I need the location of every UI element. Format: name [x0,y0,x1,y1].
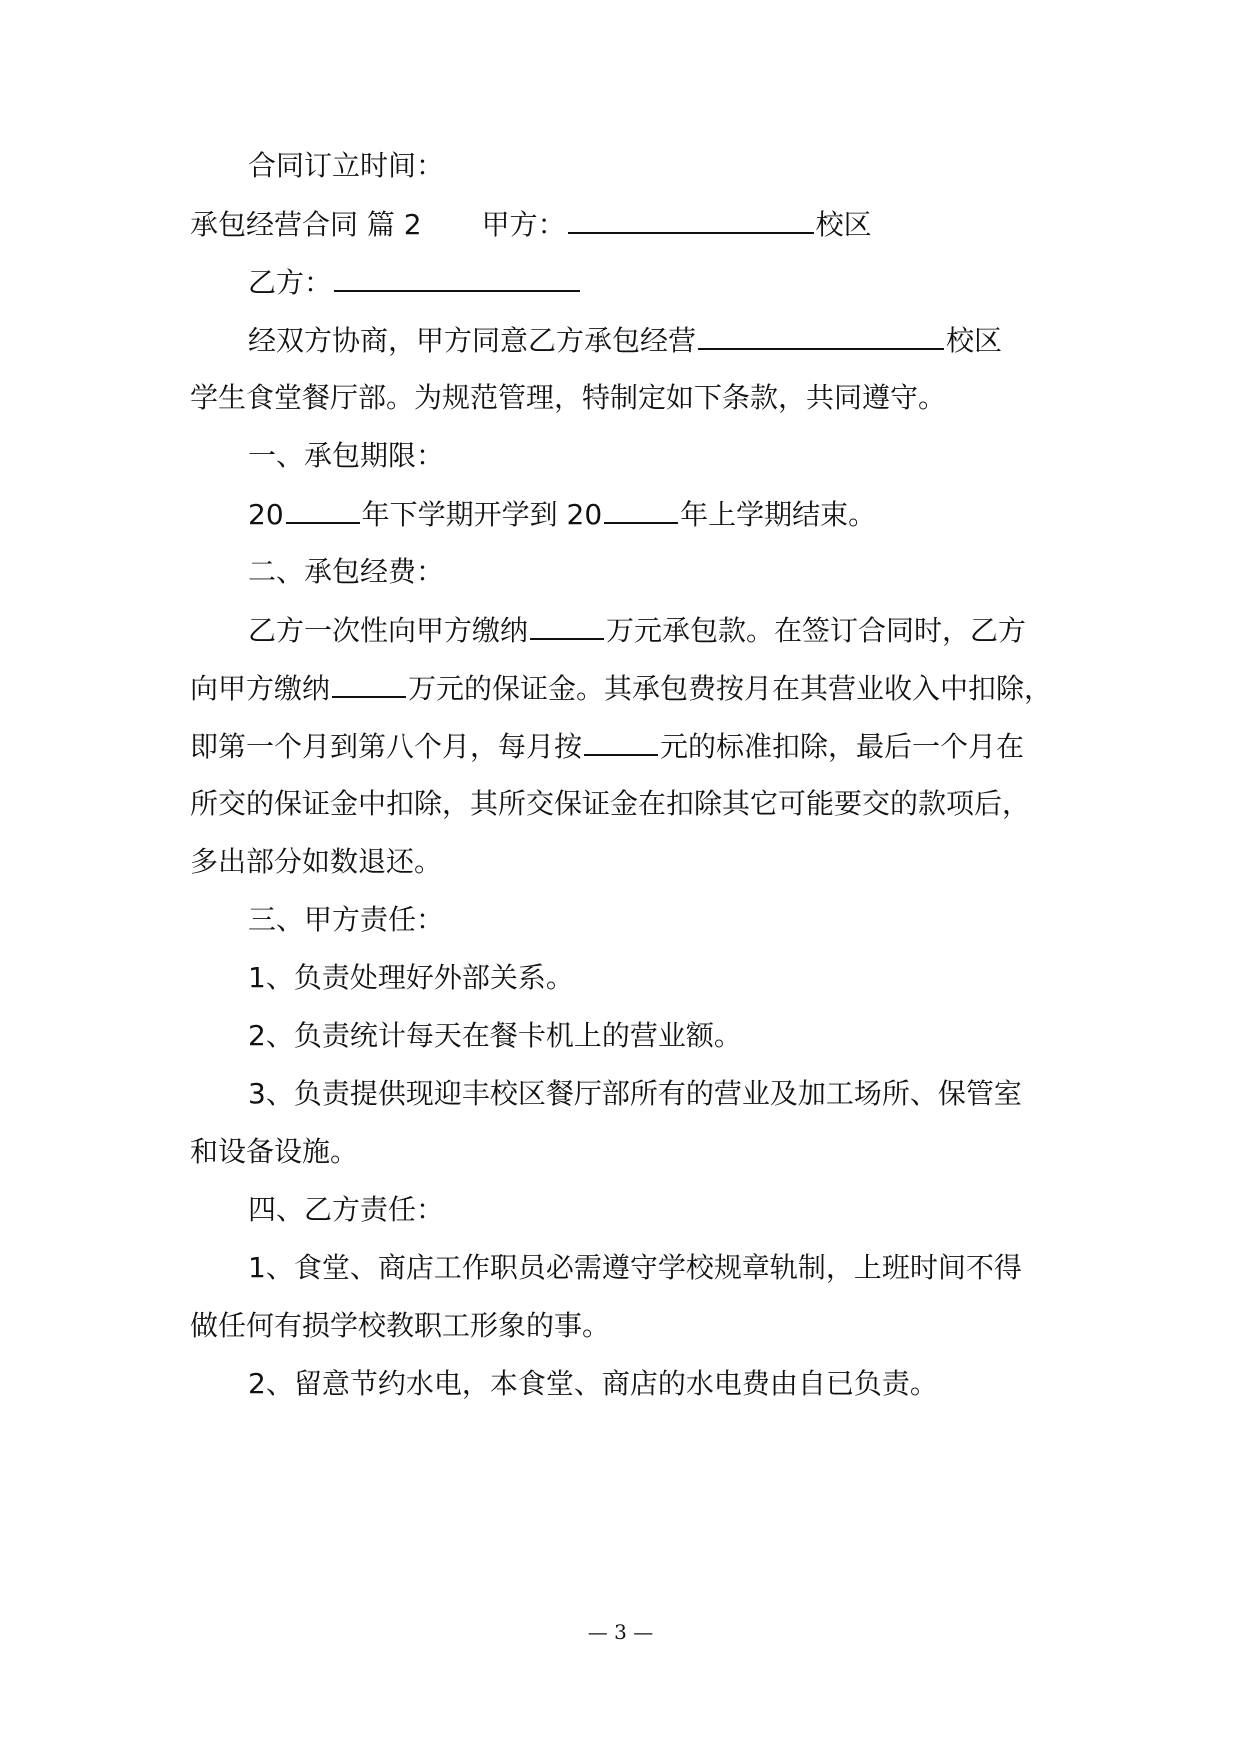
term-end: 年上学期结束。 [680,498,877,531]
party-a-blank [568,206,814,234]
party-b-blank [334,264,580,292]
deposit-blank [332,670,406,698]
term-line [248,496,876,533]
party-a-item-3: 3、负责提供现迎丰校区餐厅部所有的营业及加工场所、保管室 [248,1077,1022,1110]
intro-line-1 [248,322,1002,359]
fee-line-4: 所交的保证金中扣除，其所交保证金在扣除其它可能要交的款项后， [190,787,1031,820]
term-start-prefix: 20 [248,498,284,531]
fee-text: 元的标准扣除，最后一个月在 [660,730,1025,763]
party-a-item-2: 2、负责统计每天在餐卡机上的营业额。 [248,1019,742,1052]
fee-line-1 [248,612,1026,649]
page-number: — 3 — [587,1620,654,1644]
intro-text: 经双方协商，甲方同意乙方承包经营 [248,324,697,357]
fee-line-5: 多出部分如数退还。 [190,845,443,878]
signing-time: 合同订立时间： [248,149,445,182]
section4-heading: 四、乙方责任： [248,1193,445,1226]
term-mid: 年下学期开学到 20 [361,498,603,531]
end-year-blank [604,496,678,524]
intro-line-2: 学生食堂餐厅部。为规范管理，特制定如下条款，共同遵守。 [190,381,947,414]
fee-blank [530,612,604,640]
campus-blank [698,322,944,350]
contract-title: 承包经营合同 篇 2 [190,208,422,241]
intro-campus-suffix: 校区 [946,324,1003,357]
party-a-item-3-cont: 和设备设施。 [190,1135,359,1168]
section1-heading: 一、承包期限： [248,439,445,472]
section2-heading: 二、承包经费： [248,555,445,588]
section3-heading: 三、甲方责任： [248,903,445,936]
fee-text: 即第一个月到第八个月，每月按 [190,730,583,763]
party-a-label: 甲方： [481,208,566,241]
party-b-label: 乙方： [248,266,333,299]
monthly-blank [584,728,658,756]
party-b-item-1: 1、食堂、商店工作职员必需遵守学校规章轨制，上班时间不得 [248,1251,1022,1284]
party-a-item-1: 1、负责处理好外部关系。 [248,961,574,994]
start-year-blank [286,496,360,524]
fee-text: 乙方一次性向甲方缴纳 [248,614,529,647]
fee-text: 万元的保证金。其承包费按月在其营业收入中扣除， [408,672,1053,705]
header-line [190,206,872,243]
party-a-suffix: 校区 [815,208,872,241]
party-b-item-1-cont: 做任何有损学校教职工形象的事。 [190,1309,611,1342]
fee-text: 向甲方缴纳 [190,672,331,705]
party-b-line [248,264,582,301]
fee-text: 万元承包款。在签订合同时，乙方 [606,614,1027,647]
party-b-item-2: 2、留意节约水电，本食堂、商店的水电费由自已负责。 [248,1367,938,1400]
fee-line-2 [190,670,1052,707]
fee-line-3 [190,728,1024,765]
